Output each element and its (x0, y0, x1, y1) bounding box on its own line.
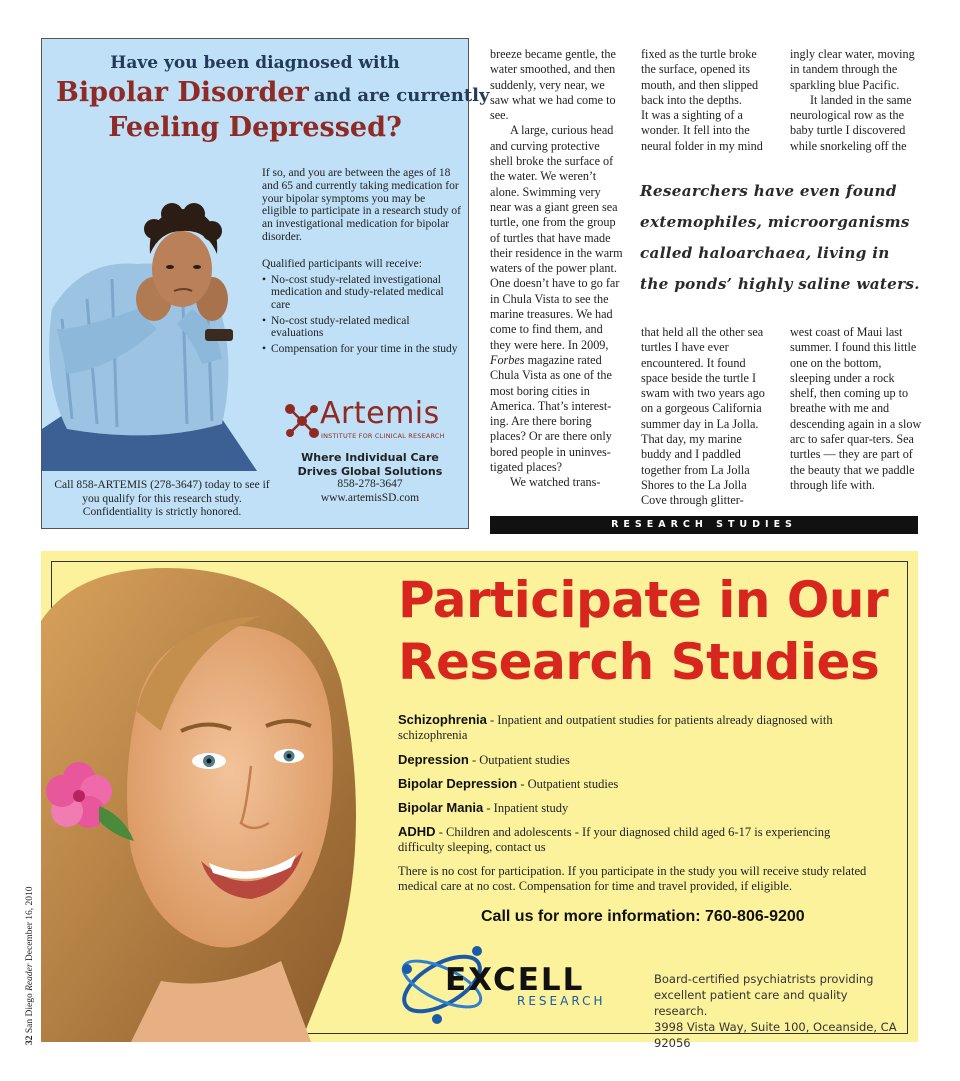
list-item: • No-cost study-related medical evaluations (262, 315, 462, 340)
issue-date: December 16, 2010 (25, 886, 35, 962)
artemis-contact (275, 451, 465, 505)
study-item-bipolar-depression (398, 776, 868, 792)
study-desc: - Inpatient and outpatient studies for patients already diagnosed with schizophrenia (398, 713, 833, 742)
article-paragraph: fixed as the turtle broke the surface, opened its mouth, and then slipped back into the depths. (641, 47, 759, 107)
folio-text (25, 886, 35, 1045)
cost-note: There is no cost for participation. If you participate in the study you will receive study related medical care at no cost. Compensation for time and travel provided, if eligible. (398, 864, 867, 893)
excell-tagline-2: excellent patient care and quality research. (654, 988, 848, 1018)
excell-call-line: Call us for more information: 760-806-9200 (481, 908, 805, 925)
excell-tagline (654, 971, 904, 1051)
artemis-headline-bipolar: Bipolar Disorder (56, 77, 309, 108)
study-desc: - Children and adolescents - If your diagnosed child aged 6-17 is experiencing difficulty sleeping, contact us (398, 825, 831, 854)
list-item: • Compensation for your time in the study (262, 343, 462, 356)
excell-address: 3998 Vista Way, Suite 100, Oceanside, CA 92056 (654, 1020, 897, 1050)
article-paragraph: breeze became gentle, the water smoothed, and then suddenly, very near, we saw what we had come to see. (490, 47, 616, 123)
study-desc: - Inpatient study (483, 801, 569, 815)
excell-logo-sub: RESEARCH (517, 994, 606, 1008)
artemis-phone: 858-278-3647 (337, 478, 403, 490)
article-paragraph (490, 123, 623, 475)
list-item: • No-cost study-related investigational medication and study-related medical care (262, 274, 462, 312)
article-text: A large, curious head and curving protective shell broke the surface of the water. We weren’t alone. Swimming very near was a giant green sea turtle, one from the group of turtles that have made their residence in the warm waters of the power plant. One doesn’t have to go far in Chula Vista to see the marine treasures. We had come to find them, and they were here. In 2009, (490, 123, 623, 352)
depressed-man-photo (42, 159, 262, 471)
study-name: Bipolar Mania (398, 800, 484, 815)
article-paragraph: ingly clear water, moving in tandem through the sparkling blue Pacific. (790, 47, 915, 92)
artemis-slogan-1: Where Individual Care (301, 451, 439, 464)
study-item-bipolar-mania (398, 800, 868, 816)
study-item-adhd (398, 824, 868, 855)
artemis-ad (41, 38, 490, 529)
study-item-schizophrenia (398, 712, 868, 743)
publication-name: San Diego (25, 993, 35, 1034)
artemis-headline-3: Feeling Depressed? (108, 112, 402, 143)
article-column-1 (490, 47, 623, 491)
excell-title-line-1: Participate in Our (398, 571, 889, 629)
artemis-headline-1: Have you been diagnosed with (110, 53, 400, 73)
excell-tagline-1: Board-certified psychiatrists providing (654, 972, 874, 986)
artemis-slogan-2: Drives Global Solutions (297, 464, 443, 478)
molecule-icon (283, 402, 321, 440)
smiling-woman-photo (41, 561, 401, 1042)
artemis-benefits-list (262, 274, 462, 356)
study-desc: - Outpatient studies (468, 753, 570, 767)
study-name: ADHD (398, 824, 436, 839)
article-column-2-top (641, 47, 771, 154)
artemis-intro: If so, and you are between the ages of 18 and 65 and currently taking medication for your bipolar symptoms you may be eligible to participate in a research study of an investigational medication for bipolar disorder. (262, 167, 461, 243)
artemis-call-text: Call 858-ARTEMIS (278-3647) today to see if you qualify for this research study. Confidentiality is strictly honored. (54, 479, 270, 518)
artemis-headline-currently: and are currently (313, 85, 490, 106)
publication-name-italic: Reader (25, 963, 35, 991)
page-folio (23, 880, 37, 1045)
article-column-2-bottom: that held all the other sea turtles I have ever encountered. It found space beside the turtle I swam with two years ago on a gorgeous California summer day in La Jolla. That day, my marine buddy and I paddled together from La Jolla Shores to the La Jolla Cove through glitter- (641, 325, 765, 508)
excell-logo (397, 939, 647, 1029)
forbes-title: Forbes (490, 352, 525, 367)
study-name: Depression (398, 752, 469, 767)
excell-title (398, 569, 888, 693)
article-text: magazine rated Chula Vista as one of the most boring cities in America. That’s interest-ing. Are there boring places? Or are there only bored people in uninves-tigated places? (490, 352, 612, 475)
article-paragraph: It was a sighting of a wonder. It fell into the neural folder in my mind (641, 108, 763, 153)
artemis-logo-word: Artemis (320, 396, 440, 431)
study-desc: - Outpatient studies (517, 777, 619, 791)
study-name: Schizophrenia (398, 712, 487, 727)
article-column-3-bottom: west coast of Maui last summer. I found this little one on the bottom, sleeping under a rock shelf, then coming up to breathe with me and descending again in a slow arc to safer quar-ters. Sea turtles — they are part of the beauty that we paddle through life with. (790, 325, 922, 492)
article-paragraph: We watched trans- (510, 475, 601, 490)
article-paragraph: It landed in the same neurological row as the baby turtle I discovered while snorkeling off the (790, 92, 912, 153)
artemis-headline-2 (56, 77, 489, 108)
artemis-logo (283, 396, 463, 442)
excell-ad (41, 551, 918, 1050)
article-column-3-top (790, 47, 922, 154)
page-number: 32 (25, 1035, 35, 1045)
artemis-qualified-block (262, 258, 462, 358)
artemis-logo-sub: INSTITUTE FOR CLINICAL RESEARCH (321, 432, 445, 440)
excell-logo-word: EXCELL (445, 962, 585, 998)
excell-title-line-2: Research Studies (398, 633, 880, 691)
artemis-qualified-label: Qualified participants will receive: (262, 258, 422, 270)
section-bar: RESEARCH STUDIES (490, 516, 918, 534)
study-item-depression (398, 752, 868, 768)
artemis-website: www.artemisSD.com (320, 491, 420, 504)
study-name: Bipolar Depression (398, 776, 518, 791)
pull-quote: Researchers have even found extemophiles, microorganisms called haloarchaea, living in the ponds’ highly saline waters. (640, 182, 920, 293)
